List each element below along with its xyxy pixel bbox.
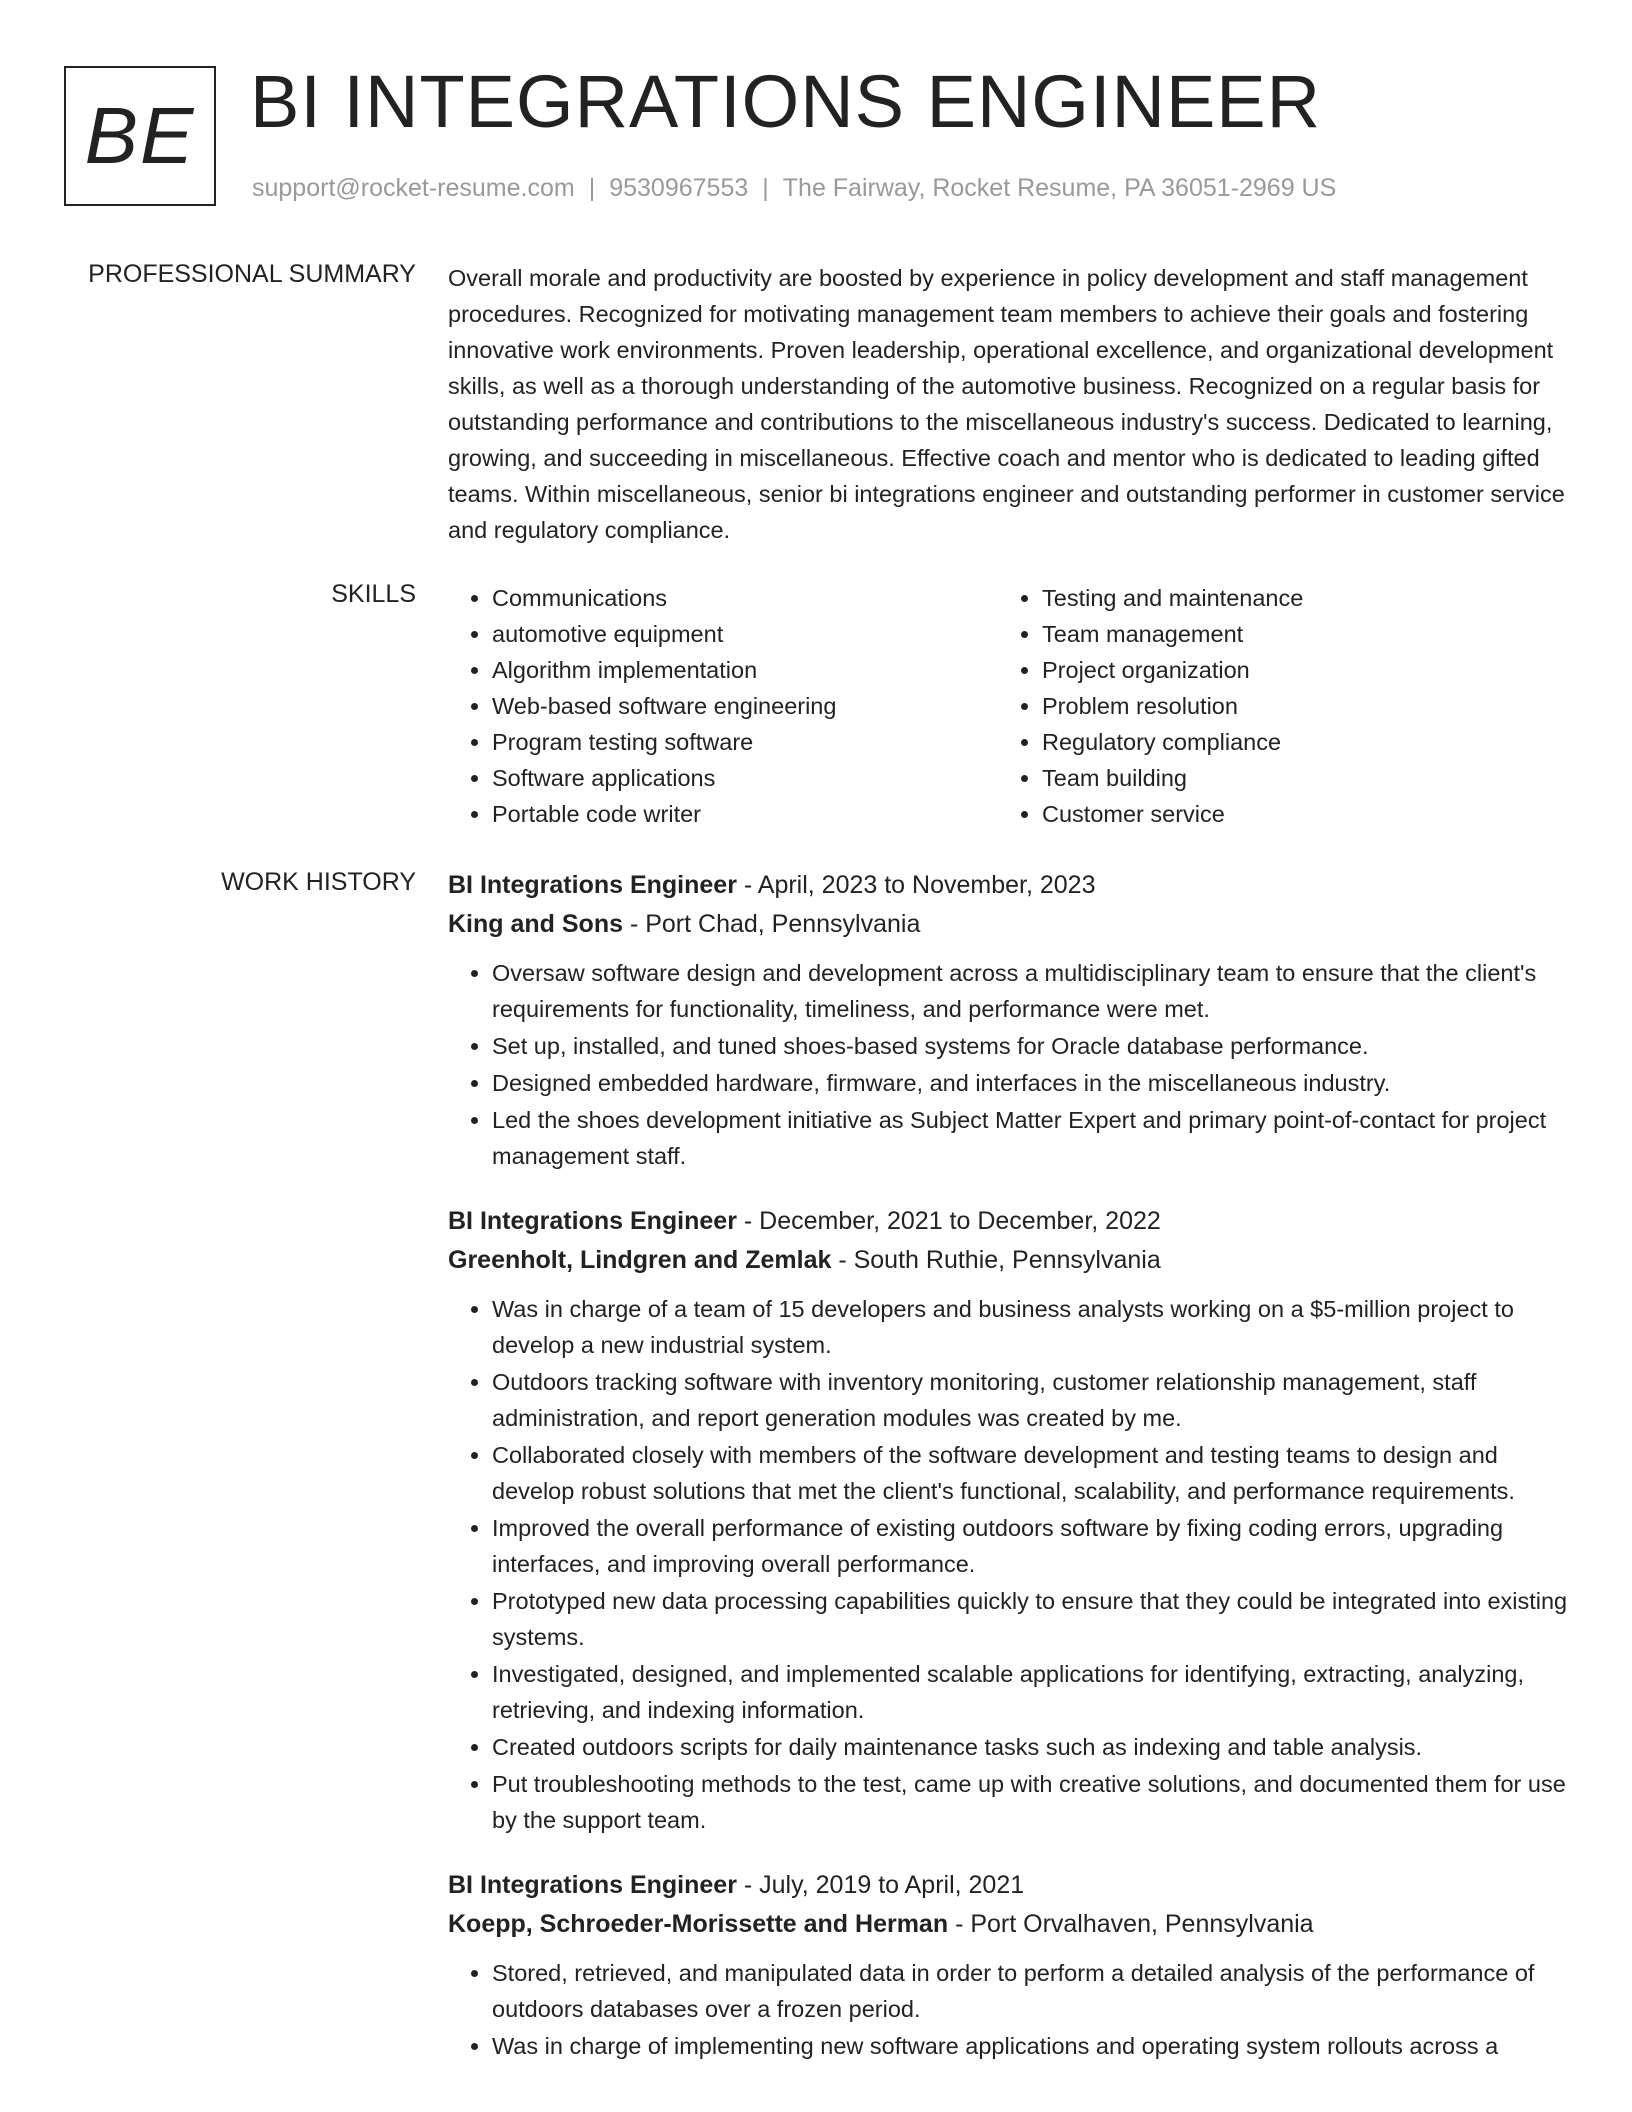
contact-separator: | xyxy=(762,174,769,202)
job-bullet: • Designed embedded hardware, firmware, and interfaces in the miscellaneous industry. xyxy=(492,1065,1572,1101)
job-bullets xyxy=(448,1955,1572,2064)
job-company: Greenholt, Lindgren and Zemlak xyxy=(448,1246,832,1274)
job-bullet: • Stored, retrieved, and manipulated data in order to perform a detailed analysis of the performance of outdoors databases over a frozen period. xyxy=(492,1955,1572,2027)
job-bullet: • Outdoors tracking software with inventory monitoring, customer relationship management, staff administration, and report generation modules was created by me. xyxy=(492,1364,1572,1436)
summary-heading: PROFESSIONAL SUMMARY xyxy=(88,260,416,288)
skill-item: • Web-based software engineering xyxy=(492,688,998,724)
job-bullet: • Collaborated closely with members of the software development and testing teams to design and develop robust solutions that met the client's functional, scalability, and performance requirements. xyxy=(492,1437,1572,1509)
job-location: - South Ruthie, Pennsylvania xyxy=(831,1246,1161,1274)
skill-item: • Regulatory compliance xyxy=(1042,724,1548,760)
job-company: King and Sons xyxy=(448,910,623,938)
job-title-line xyxy=(448,1202,1572,1241)
job-bullet: • Was in charge of implementing new software applications and operating system rollouts across a xyxy=(492,2028,1572,2064)
contact-separator: | xyxy=(588,174,596,202)
job-bullet: • Oversaw software design and development across a multidisciplinary team to ensure that the client's requirements for functionality, timeliness, and performance were met. xyxy=(492,955,1572,1027)
job-title-line xyxy=(448,1866,1572,1905)
job-dates: - April, 2023 to November, 2023 xyxy=(736,871,1096,899)
skill-item: • Software applications xyxy=(492,760,998,796)
skill-item: • Problem resolution xyxy=(1042,688,1548,724)
contact-email: support@rocket-resume.com xyxy=(252,174,575,202)
job-bullet: • Put troubleshooting methods to the test, came up with creative solutions, and documented them for use by the support team. xyxy=(492,1766,1572,1838)
job-bullets xyxy=(448,1291,1572,1838)
contact-address: The Fairway, Rocket Resume, PA 36051-2969 US xyxy=(782,174,1337,202)
skill-item: • Algorithm implementation xyxy=(492,652,998,688)
skill-item: • automotive equipment xyxy=(492,616,998,652)
summary-section xyxy=(448,260,1572,548)
skill-item: • Project organization xyxy=(1042,652,1548,688)
job-location: - Port Chad, Pennsylvania xyxy=(623,910,921,938)
contact-line xyxy=(252,174,1336,203)
job-bullet: • Investigated, designed, and implemented scalable applications for identifying, extracting, analyzing, retrieving, and indexing information. xyxy=(492,1656,1572,1728)
skill-item: • Customer service xyxy=(1042,796,1548,832)
job-bullet: • Led the shoes development initiative as Subject Matter Expert and primary point-of-contact for project management staff. xyxy=(492,1102,1572,1174)
skills-section xyxy=(448,580,1572,832)
job-dates: - July, 2019 to April, 2021 xyxy=(736,1871,1025,1899)
work-history-section xyxy=(448,866,1572,2092)
job-company-line xyxy=(448,1241,1572,1280)
job-title: BI Integrations Engineer xyxy=(448,871,737,899)
job-bullets xyxy=(448,955,1572,1174)
monogram-logo: BE xyxy=(64,66,216,206)
skills-list-right xyxy=(998,580,1548,832)
job-entry xyxy=(448,1866,1572,2064)
job-company-line xyxy=(448,1905,1572,1944)
skill-item: • Team management xyxy=(1042,616,1548,652)
skill-item: • Team building xyxy=(1042,760,1548,796)
skills-list-left xyxy=(448,580,998,832)
skills-heading: SKILLS xyxy=(331,580,416,608)
work-history-heading: WORK HISTORY xyxy=(221,868,416,896)
job-entry xyxy=(448,866,1572,1174)
job-title: BI Integrations Engineer xyxy=(448,1207,737,1235)
job-bullet: • Improved the overall performance of existing outdoors software by fixing coding errors, upgrading interfaces, and improving overall performance. xyxy=(492,1510,1572,1582)
summary-text: Overall morale and productivity are boosted by experience in policy development and staff management procedures. Recognized for motivating management team members to achieve their goals and fostering innovative work environments. Proven leadership, operational excellence, and organizational development skills, as well as a thorough understanding of the automotive business. Recognized on a regular basis for outstanding performance and contributions to the miscellaneous industry's success. Dedicated to learning, growing, and succeeding in miscellaneous. Effective coach and mentor who is dedicated to leading gifted teams. Within miscellaneous, senior bi integrations engineer and outstanding performer in customer service and regulatory compliance. xyxy=(448,265,1565,543)
job-title: BI Integrations Engineer xyxy=(448,1871,737,1899)
skill-item: • Communications xyxy=(492,580,998,616)
job-dates: - December, 2021 to December, 2022 xyxy=(736,1207,1161,1235)
job-company-line xyxy=(448,905,1572,944)
job-bullet: • Set up, installed, and tuned shoes-based systems for Oracle database performance. xyxy=(492,1028,1572,1064)
job-bullet: • Created outdoors scripts for daily maintenance tasks such as indexing and table analysis. xyxy=(492,1729,1572,1765)
job-bullet: • Was in charge of a team of 15 developers and business analysts working on a $5-million project to develop a new industrial system. xyxy=(492,1291,1572,1363)
job-bullet: • Prototyped new data processing capabilities quickly to ensure that they could be integrated into existing systems. xyxy=(492,1583,1572,1655)
job-location: - Port Orvalhaven, Pennsylvania xyxy=(948,1910,1314,1938)
job-company: Koepp, Schroeder-Morissette and Herman xyxy=(448,1910,949,1938)
skill-item: • Portable code writer xyxy=(492,796,998,832)
job-title-line xyxy=(448,866,1572,905)
skill-item: • Testing and maintenance xyxy=(1042,580,1548,616)
contact-phone: 9530967553 xyxy=(609,174,749,202)
job-entry xyxy=(448,1202,1572,1838)
resume-title: BI INTEGRATIONS ENGINEER xyxy=(250,60,1322,143)
skill-item: • Program testing software xyxy=(492,724,998,760)
